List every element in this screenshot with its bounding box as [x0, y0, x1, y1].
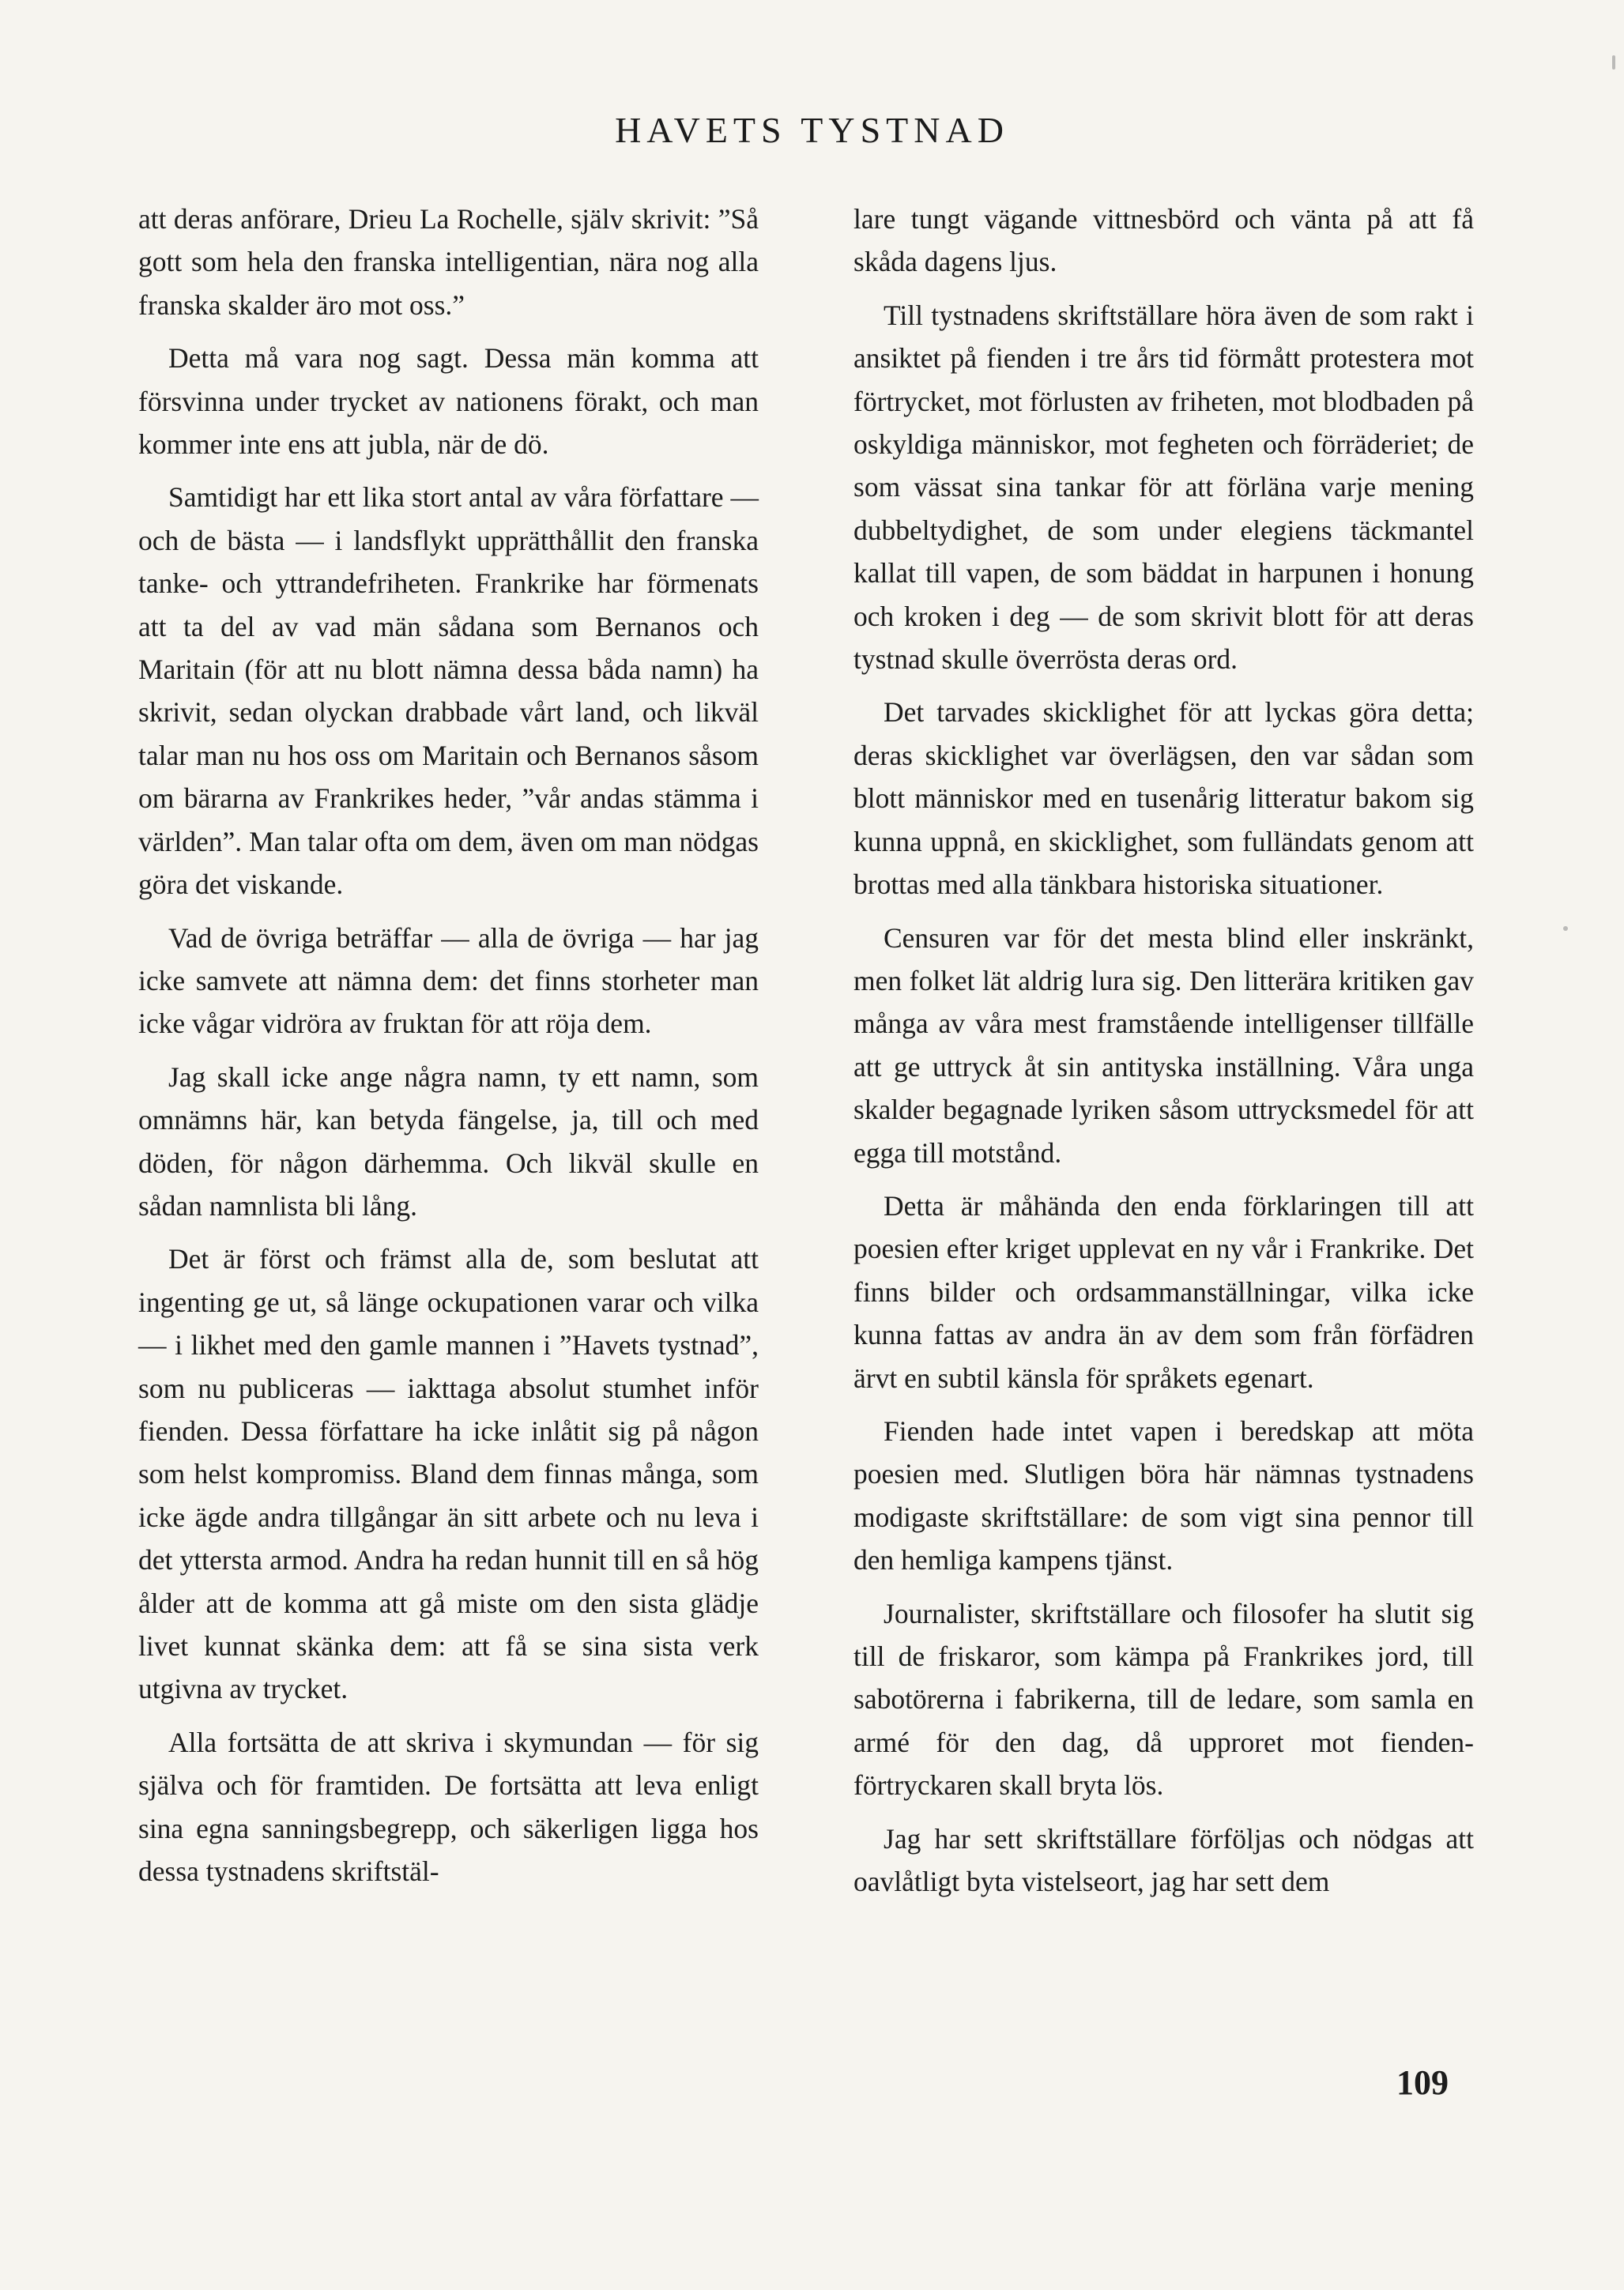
- paragraph: Jag skall icke ange några namn, ty ett namn, som omnämns här, kan betyda fängelse, ja, till och med döden, för någon därhemma. Och likväl skulle en sådan namnlista bli lång.: [138, 1060, 759, 1222]
- paragraph: Det är först och främst alla de, som beslutat att ingenting ge ut, så länge ockupationen varar och vilka — i likhet med den gamle mannen i ”Havets tystnad”, som nu publiceras — iakttaga absolut stumhet inför fienden. Dessa författare ha icke inlåtit sig på någon som helst kompromiss. Bland dem finnas många, som icke ägde andra tillgångar än sitt arbete och nu leva i det yttersta armod. Andra ha redan hunnit till en så hög ålder att de komma att gå miste om den sista glädje livet kunnat skänka dem: att få se sina sista verk utgivna av trycket.: [138, 1243, 759, 1705]
- right-column: [853, 198, 1474, 1913]
- paragraph: Fienden hade intet vapen i beredskap att möta poesien med. Slutligen böra här nämnas tystnadens modigaste skriftställare: de som vigt sina pennor till den hemliga kampens tjänst.: [853, 1414, 1474, 1576]
- paragraph: Vad de övriga beträffar — alla de övriga — har jag icke samvete att nämna dem: det finns storheter man icke vågar vidröra av fruktan för att röja dem.: [138, 921, 759, 1040]
- paragraph: lare tungt vägande vittnesbörd och vänta på att få skåda dagens ljus.: [853, 203, 1474, 278]
- paragraph: Detta är måhända den enda förklaringen till att poesien efter kriget upplevat en ny vår i Frankrike. Det finns bilder och ordsammanställningar, vilka icke kunna fattas av andra än av dem som från förfädren ärvt en subtil känsla för språkets egenart.: [853, 1189, 1474, 1394]
- paragraph: Till tystnadens skriftställare höra även de som rakt i ansiktet på fienden i tre års tid förmått protestera mot förtrycket, mot förlusten av friheten, mot blodbaden på oskyldiga människor, mot fegheten och förräderiet; de som vässat sina tankar för att förläna varje mening dubbeltydighet, de som under elegiens täckmantel kallat till vapen, de som bäddat in harpunen i honung och kroken i deg — de som skrivit blott för att deras tystnad skulle överrösta deras ord.: [853, 299, 1474, 676]
- page-number: 109: [1396, 2063, 1449, 2102]
- paragraph: Jag har sett skriftställare förföljas och nödgas att oavlåtligt byta vistelseort, jag har sett dem: [853, 1822, 1474, 1898]
- paragraph: Journalister, skriftställare och filosofer ha slutit sig till de friskaror, som kämpa på Frankrikes jord, till sabotörerna i fabrikerna, till de ledare, som samla en armé för den dag, då upproret mot fienden-förtryckaren skall bryta lös.: [853, 1597, 1474, 1802]
- paper-speck: [1612, 55, 1615, 70]
- paragraph: Alla fortsätta de att skriva i skymundan — för sig själva och för framtiden. De fortsätta att leva enligt sina egna sanningsbegrepp, och säkerligen ligga hos dessa tystnadens skriftstäl-: [138, 1726, 759, 1888]
- paragraph: Det tarvades skicklighet för att lyckas göra detta; deras skicklighet var överlägsen, den var sådan som blott människor med en tusenårig litteratur bakom sig kunna uppnå, en skicklighet, som fulländats genom att brottas med alla tänkbara historiska situationer.: [853, 696, 1474, 901]
- running-title: HAVETS TYSTNAD: [615, 110, 1009, 150]
- paper-speck: [1563, 926, 1568, 931]
- paragraph: Censuren var för det mesta blind eller inskränkt, men folket lät aldrig lura sig. Den litterära kritiken gav många av våra mest framstående intelligenser tillfälle att ge uttryck åt sin antityska inställning. Våra unga skalder begagnade lyriken såsom uttrycksmedel för att egga till motstånd.: [853, 921, 1474, 1169]
- paragraph: Samtidigt har ett lika stort antal av våra författare — och de bästa — i landsflykt upprätthållit den franska tanke- och yttrandefriheten. Frankrike har förmenats att ta del av vad män sådana som Bernanos och Maritain (för att nu blott nämna dessa båda namn) ha skrivit, sedan olyckan drabbade vårt land, och likväl talar man nu hos oss om Maritain och Bernanos såsom om bärarna av Frankrikes heder, ”vår andas stämma i världen”. Man talar ofta om dem, även om man nödgas göra det viskande.: [138, 481, 759, 901]
- left-column: [138, 198, 759, 1903]
- paragraph: att deras anförare, Drieu La Rochelle, själv skrivit: ”Så gott som hela den franska intelligentian, nära nog alla franska skalder äro mot oss.”: [138, 203, 759, 321]
- paragraph: Detta må vara nog sagt. Dessa män komma att försvinna under trycket av nationens förakt, och man kommer inte ens att jubla, när de dö.: [138, 342, 759, 461]
